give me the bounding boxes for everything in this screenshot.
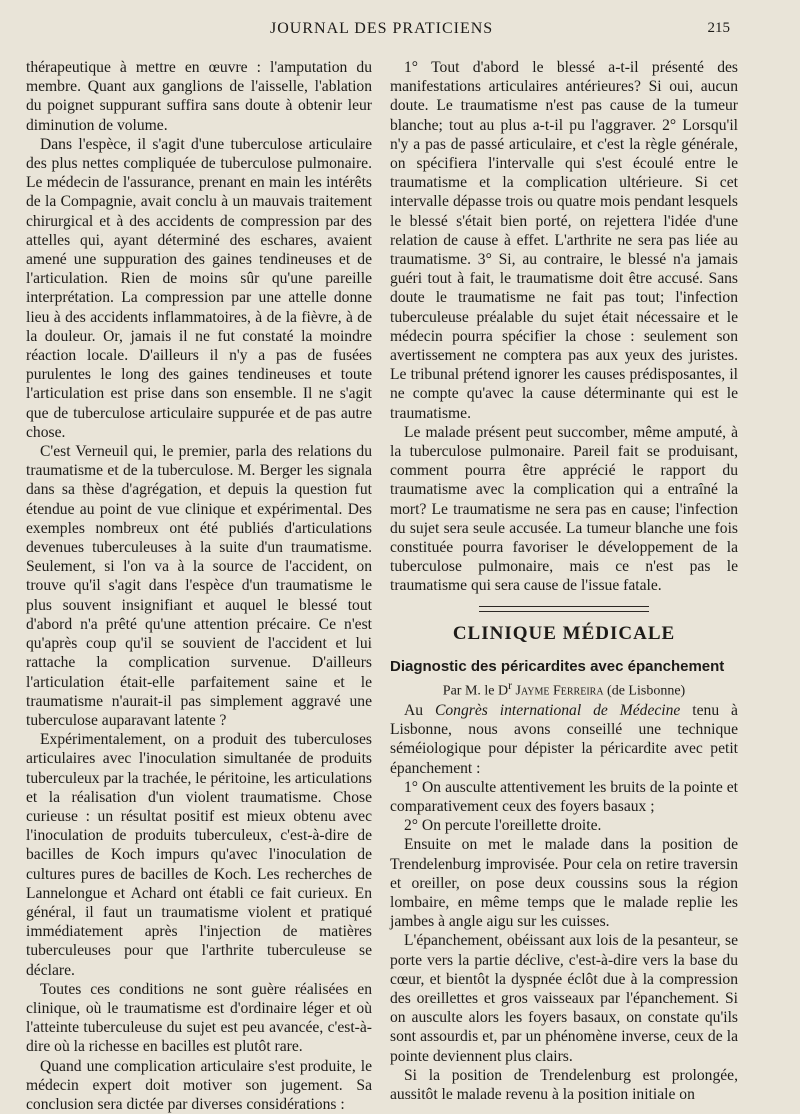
paragraph: Quand une complication articulaire s'est produite, le médecin expert doit motiver son jugement. Sa conclusion sera dictée par diverses considérations :: [26, 1057, 372, 1113]
intro-text-b: tenu à Lisbonne, nous avons conseillé une technique séméiologique pour dépister la péricardite avec petit épanchement :: [390, 701, 738, 777]
byline-sup: r: [508, 679, 512, 693]
intro-text-a: Au: [404, 701, 435, 719]
running-head: [0, 18, 800, 40]
paragraph: Dans l'espèce, il s'agit d'une tuberculose articulaire des plus nettes compliquée de tuberculose pulmonaire. Le médecin de l'assurance, prenant en main les intérêts de la Compagnie, avait conclu à un mauvais traitement chirurgical et à des accidents de compression par des attelles qui, ayant déterminé des eschares, avaient amené une suppuration des gaines tendineuses et de l'articulation. Rien de moins sûr qu'une pareille interprétation. La compression par une attelle donne lieu à des accidents inflammatoires, à de la fièvre, à de la douleur. Or, jamais il ne fut constaté la moindre réaction locale. D'ailleurs il n'y a pas de fusées purulentes le long des gaines tendineuses et toute l'articulation est prise dans son ensemble. Il ne s'agit que de tuberculose articulaire suppurée et de pas autre chose.: [26, 135, 372, 441]
left-column: [26, 58, 372, 1114]
section-title: CLINIQUE MÉDICALE: [452, 622, 676, 644]
byline-suffix: (de Lisbonne): [607, 683, 686, 699]
paragraph: Expérimentalement, on a produit des tuberculoses articulaires avec l'inoculation simultanée de produits tuberculeux par la trachée, le péritoine, les articulations et la réalisation d'un violent traumatisme. Chose curieuse : un résultat positif est mieux obtenu avec l'inoculation de produits tuberculeux, c'est-à-dire de bacilles de Koch impurs qu'avec l'inoculation de cultures pures de bacilles de Koch. Les recherches de Lannelongue et Achard ont établi ce fait curieux. En général, il faut un traumatisme violent et pratiqué immédiatement après l'injection de matières tuberculeuses pour que l'arthrite tuberculeuse se déclare.: [26, 731, 372, 979]
article-title: Diagnostic des péricardites avec épanchement: [390, 657, 725, 675]
paragraph: 1° Tout d'abord le blessé a-t-il présenté des manifestations articulaires antérieures? Si oui, aucun doute. Le traumatisme n'est pas cause de la tumeur blanche; tout au plus a-t-il pu l'aggraver. 2° Lorsqu'il n'y a pas de passé articulaire, et c'est la règle générale, on spécifiera l'intervalle qui s'est écoulé entre le traumatisme et la complication ultérieure. Si cet intervalle dépasse trois ou quatre mois pendant lesquels le blessé s'était bien porté, on rejettera l'idée d'une relation de cause à effet. L'arthrite ne sera pas liée au traumatisme. 3° Si, au contraire, le blessé n'a jamais guéri tout à fait, le traumatisme doit être accusé. Sans doute le traumatisme ne fait pas tout; l'infection tuberculeuse préalable du sujet était nécessaire et le médecin pourra spécifier la chose : seulement son avertissement ne comptera pas aux yeux des juristes. Le tribunal prétend ignorer les causes prédisposantes, il ne compte qu'avec la cause déterminante qui est le traumatisme.: [390, 59, 738, 422]
byline: [390, 676, 738, 701]
page-number: 215: [707, 20, 730, 36]
section-divider: [479, 606, 649, 612]
paragraph: Si la position de Trendelenburg est prolongée, aussitôt le malade revenu à la position initiale on: [390, 1066, 738, 1104]
paragraph: thérapeutique à mettre en œuvre : l'amputation du membre. Quant aux ganglions de l'aisselle, l'ablation du poignet suppurant suffira sans doute à obtenir leur diminution de volume.: [26, 59, 372, 134]
list-item: 1° On ausculte attentivement les bruits de la pointe et comparativement ceux des foyers basaux ;: [390, 778, 738, 815]
paragraph: Le malade présent peut succomber, même amputé, à la tuberculose pulmonaire. Pareil fait se produisant, comment pourra être apprécié le rapport du traumatisme avec la complication qui a entraîné la mort? Le traumatisme ne sera pas en cause; l'infection du sujet sera seule accusée. La tumeur blanche une fois constituée pourra favoriser le développement de la tuberculose pulmonaire, mais ce n'est pas le traumatisme qui sera cause de l'issue fatale.: [390, 423, 738, 595]
congress-name: Congrès international de Médecine: [434, 701, 681, 719]
author-name: Jayme Ferreira: [515, 683, 604, 699]
right-column: [390, 58, 738, 1104]
journal-title: JOURNAL DES PRATICIENS: [270, 20, 494, 37]
paragraph: Toutes ces conditions ne sont guère réalisées en clinique, où le traumatisme est d'ordinaire léger et où l'atteinte tuberculeuse du sujet est peu avancée, c'est-à-dire où la richesse en bacilles est plutôt rare.: [26, 980, 372, 1056]
paragraph: C'est Verneuil qui, le premier, parla des relations du traumatisme et de la tuberculose. M. Berger les signala dans sa thèse d'agrégation, et depuis la question fut étendue au point de vue clinique et expérimental. Des exemples nombreux ont été publiés d'articulations devenues tuberculeuses à la suite d'un traumatisme. Seulement, si l'on va à la source de l'accident, on trouve qu'il s'agit dans l'espèce d'un traumatisme le plus souvent insignifiant et auquel le blessé tout d'abord n'a prêté qu'une attention précaire. Ce n'est qu'après coup qu'il se souvient de l'accident et lui rattache la complication survenue. D'ailleurs l'articulation était-elle parfaitement saine et le traumatisme n'aurait-il pas simplement aggravé une tuberculose auparavant latente ?: [26, 443, 372, 729]
paragraph: L'épanchement, obéissant aux lois de la pesanteur, se porte vers la partie déclive, c'est-à-dire vers la base du cœur, et bientôt la dyspnée éclôt due à la compression des oreillettes et gros vaisseaux par l'épanchement. Si on ausculte alors les foyers basaux, on constate qu'ils sont assourdis et, par un phénomène inverse, ceux de la pointe deviennent plus clairs.: [390, 932, 738, 1065]
paragraph: [390, 701, 738, 778]
byline-prefix: Par M. le D: [442, 683, 509, 699]
list-item: 2° On percute l'oreillette droite.: [404, 817, 602, 835]
paragraph: Ensuite on met le malade dans la position de Trendelenburg improvisée. Pour cela on retire traversin et oreiller, on pose deux coussins sous la région lombaire, en même temps que le malade replie les jambes à angle aigu sur les cuisses.: [390, 836, 738, 931]
